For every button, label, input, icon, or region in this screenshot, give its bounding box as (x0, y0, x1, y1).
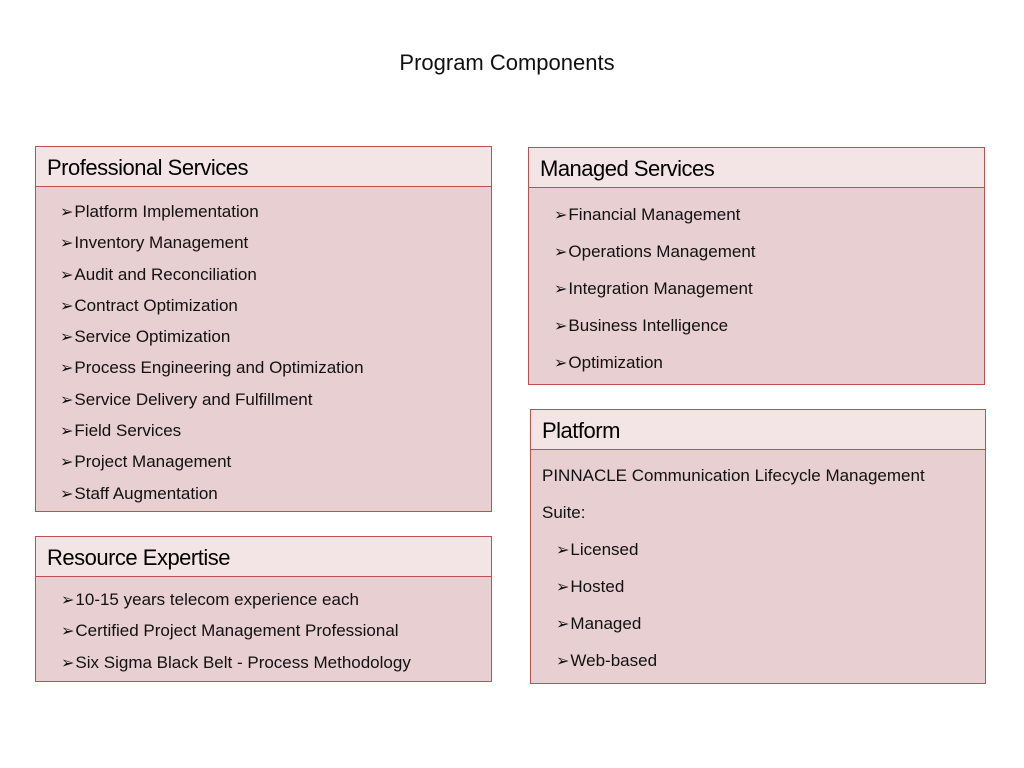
arrow-bullet-icon: ➢ (554, 207, 568, 224)
list-item-text: Business Intelligence (568, 316, 729, 335)
list-item-text: Field Services (74, 421, 182, 441)
list-item (554, 242, 984, 279)
list-item (60, 420, 491, 451)
professional-services-list (36, 187, 491, 514)
arrow-bullet-icon: ➢ (556, 542, 570, 559)
arrow-bullet-icon: ➢ (556, 579, 570, 596)
arrow-bullet-icon: ➢ (60, 329, 74, 347)
professional-services-panel (35, 146, 492, 512)
arrow-bullet-icon: ➢ (60, 454, 74, 472)
list-item (61, 652, 491, 683)
list-item (542, 614, 985, 651)
list-item-text: Operations Management (568, 242, 756, 261)
list-item-text: Platform Implementation (74, 202, 259, 221)
arrow-bullet-icon: ➢ (554, 318, 568, 335)
list-item-text: Integration Management (568, 279, 753, 298)
list-item (60, 389, 491, 420)
list-item (542, 540, 985, 577)
list-item-text: Hosted (570, 577, 625, 596)
managed-services-panel (528, 147, 985, 385)
list-item-text: Web-based (570, 651, 658, 670)
list-item (542, 577, 985, 614)
arrow-bullet-icon: ➢ (60, 235, 74, 253)
managed-services-title: Managed Services (529, 148, 984, 188)
list-item (554, 279, 984, 316)
professional-services-title: Professional Services (36, 147, 491, 187)
resource-expertise-title: Resource Expertise (36, 537, 491, 577)
list-item-text: Licensed (570, 540, 639, 559)
platform-title: Platform (531, 410, 985, 450)
list-item (60, 232, 491, 263)
list-item (60, 295, 491, 326)
list-item-text: Audit and Reconciliation (74, 264, 257, 284)
arrow-bullet-icon: ➢ (556, 653, 570, 670)
list-item-text: Certified Project Management Professional (75, 621, 399, 641)
slide-title: Program Components (399, 50, 615, 75)
list-item (554, 316, 984, 353)
list-item-text: Service Optimization (74, 327, 231, 347)
arrow-bullet-icon: ➢ (60, 391, 74, 409)
list-item (554, 205, 984, 242)
list-item-text: Contract Optimization (74, 295, 238, 315)
arrow-bullet-icon: ➢ (554, 244, 568, 261)
resource-expertise-list (36, 577, 491, 683)
list-item (60, 483, 491, 514)
list-item-text: Process Engineering and Optimization (74, 358, 364, 378)
arrow-bullet-icon: ➢ (61, 654, 75, 672)
list-item-text: Managed (570, 614, 642, 633)
list-item (542, 651, 985, 688)
list-item-text: Financial Management (568, 205, 741, 224)
managed-services-list (529, 188, 984, 390)
list-item (60, 264, 491, 295)
list-item (60, 451, 491, 482)
list-item-text: Optimization (568, 353, 663, 372)
arrow-bullet-icon: ➢ (60, 485, 74, 503)
list-item (554, 353, 984, 390)
list-item (60, 201, 491, 232)
arrow-bullet-icon: ➢ (60, 297, 74, 315)
list-item-text: Inventory Management (74, 233, 249, 253)
arrow-bullet-icon: ➢ (554, 281, 568, 298)
list-item (60, 357, 491, 388)
list-item-text: Service Delivery and Fulfillment (74, 389, 313, 409)
list-item-text: Six Sigma Black Belt - Process Methodology (75, 652, 411, 672)
arrow-bullet-icon: ➢ (61, 592, 75, 609)
list-item-text: Staff Augmentation (74, 483, 218, 503)
list-item-text: Project Management (74, 452, 232, 472)
arrow-bullet-icon: ➢ (60, 423, 74, 441)
arrow-bullet-icon: ➢ (60, 266, 74, 284)
list-item (61, 620, 491, 651)
platform-panel (530, 409, 986, 684)
resource-expertise-panel (35, 536, 492, 682)
list-item (60, 326, 491, 357)
arrow-bullet-icon: ➢ (61, 623, 75, 641)
platform-intro-line-1: PINNACLE Communication Lifecycle Management (542, 466, 925, 485)
list-item-text: 10-15 years telecom experience each (75, 590, 359, 609)
arrow-bullet-icon: ➢ (60, 204, 74, 221)
platform-body (531, 450, 985, 688)
arrow-bullet-icon: ➢ (60, 360, 74, 378)
platform-list (542, 540, 985, 688)
arrow-bullet-icon: ➢ (556, 616, 570, 633)
list-item (61, 589, 491, 620)
arrow-bullet-icon: ➢ (554, 355, 568, 372)
platform-intro-line-2: Suite: (542, 503, 586, 522)
